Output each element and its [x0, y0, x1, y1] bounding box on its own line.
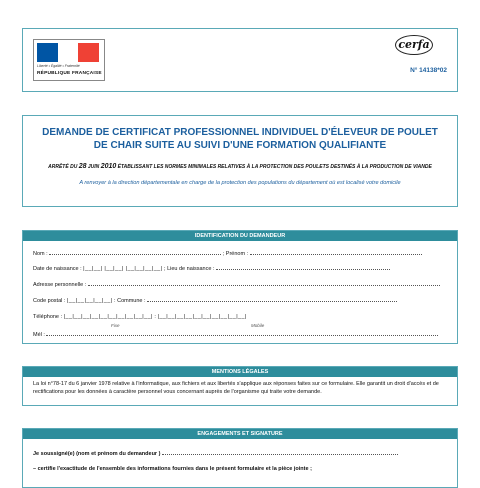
- address-row: [33, 282, 447, 288]
- logo-name: RÉPUBLIQUE FRANÇAISE: [37, 71, 102, 76]
- lieu-naissance-field[interactable]: [216, 269, 390, 270]
- code-postal-field[interactable]: |__|__|__|__|__|: [66, 298, 113, 304]
- republique-francaise-logo: [33, 39, 105, 81]
- name-row: [33, 251, 447, 257]
- adresse-field[interactable]: [88, 285, 440, 286]
- identification-section: [22, 230, 458, 344]
- mel-row: [33, 332, 447, 338]
- certifie-text: – certifie l'exactitude de l'ensemble des informations fournies dans le présent formulaire et la pièce jointe ;: [33, 466, 312, 472]
- code-postal-label: Code postal :: [33, 298, 66, 304]
- postal-row: [33, 298, 447, 304]
- soussigne-label: Je soussigné(e) (nom et prénom du demandeur ): [33, 451, 161, 457]
- mel-field[interactable]: [46, 335, 438, 336]
- mel-label: Mél :: [33, 332, 45, 338]
- engagements-heading: ENGAGEMENTS ET SIGNATURE: [23, 429, 457, 439]
- telephone-label: Téléphone :: [33, 314, 63, 320]
- mobile-caption: Mobile: [251, 323, 265, 328]
- arrete-reference: [23, 163, 457, 170]
- commune-field[interactable]: [147, 301, 397, 302]
- phone-row: [33, 314, 447, 320]
- lieu-naissance-label: ; Lieu de naissance :: [164, 266, 215, 272]
- flag-red-band: [78, 43, 99, 62]
- flag-white-band: [58, 43, 79, 62]
- flag-blue-band: [37, 43, 58, 62]
- engagements-section: [22, 428, 458, 488]
- form-number: N° 14138*02: [410, 67, 447, 74]
- arrete-day: 28: [78, 163, 87, 170]
- birth-row: [33, 266, 447, 272]
- date-naissance-label: Date de naissance :: [33, 266, 82, 272]
- logo-motto: Liberté • Égalité • Fraternité: [37, 64, 80, 68]
- soussigne-row: [33, 451, 447, 457]
- prenom-field[interactable]: [250, 254, 422, 255]
- cerfa-logo: cerfa: [395, 35, 433, 55]
- form-header: [22, 28, 458, 92]
- instruction-text: A renvoyer à la direction départementale en charge de la protection des populations du département où est localisé votre domicile: [79, 180, 401, 186]
- mentions-heading: MENTIONS LÉGALES: [23, 367, 457, 377]
- title-box: [22, 115, 458, 207]
- identification-heading: IDENTIFICATION DU DEMANDEUR: [23, 231, 457, 241]
- arrete-month: JUIN: [87, 164, 100, 170]
- prenom-label: ; Prénom :: [222, 251, 249, 257]
- telephone-fixe-field[interactable]: |__|__|__|__|__|__|__|__|__|__|: [63, 314, 153, 320]
- fixe-caption: Fixe: [111, 323, 120, 328]
- mentions-section: [22, 366, 458, 406]
- telephone-separator: :: [154, 314, 156, 320]
- flag-icon: [37, 43, 99, 62]
- arrete-post: ÉTABLISSANT LES NORMES MINIMALES RELATIVES À LA PROTECTION DES POULETS DESTINÉS À LA PRODUCTION DE VIANDE: [117, 164, 432, 170]
- arrete-pre: ARRÊTÉ DU: [48, 164, 78, 170]
- form-title: DEMANDE DE CERTIFICAT PROFESSIONNEL INDIVIDUEL D'ÉLEVEUR DE POULET DE CHAIR SUITE AU SUIVI D'UNE FORMATION QUALIFIANTE: [42, 127, 438, 151]
- commune-label: : Commune :: [114, 298, 146, 304]
- mentions-text: La loi n°78-17 du 6 janvier 1978 relative à l'informatique, aux fichiers et aux libertés s'applique aux réponses faites sur ce formulaire. Elle garantit un droit d'accès et de rectifications pour les données à caractère personnel vous concernant auprès de l'organisme qui traite votre demande.: [33, 381, 439, 395]
- nom-label: Nom :: [33, 251, 48, 257]
- nom-field[interactable]: [49, 254, 221, 255]
- adresse-label: Adresse personnelle :: [33, 282, 87, 288]
- telephone-mobile-field[interactable]: |__|__|__|__|__|__|__|__|__|__|: [157, 314, 247, 320]
- soussigne-field[interactable]: [162, 454, 398, 455]
- date-naissance-field[interactable]: |__|__| |__|__| |__|__|__|__|: [83, 266, 163, 272]
- arrete-year: 2010: [100, 163, 117, 170]
